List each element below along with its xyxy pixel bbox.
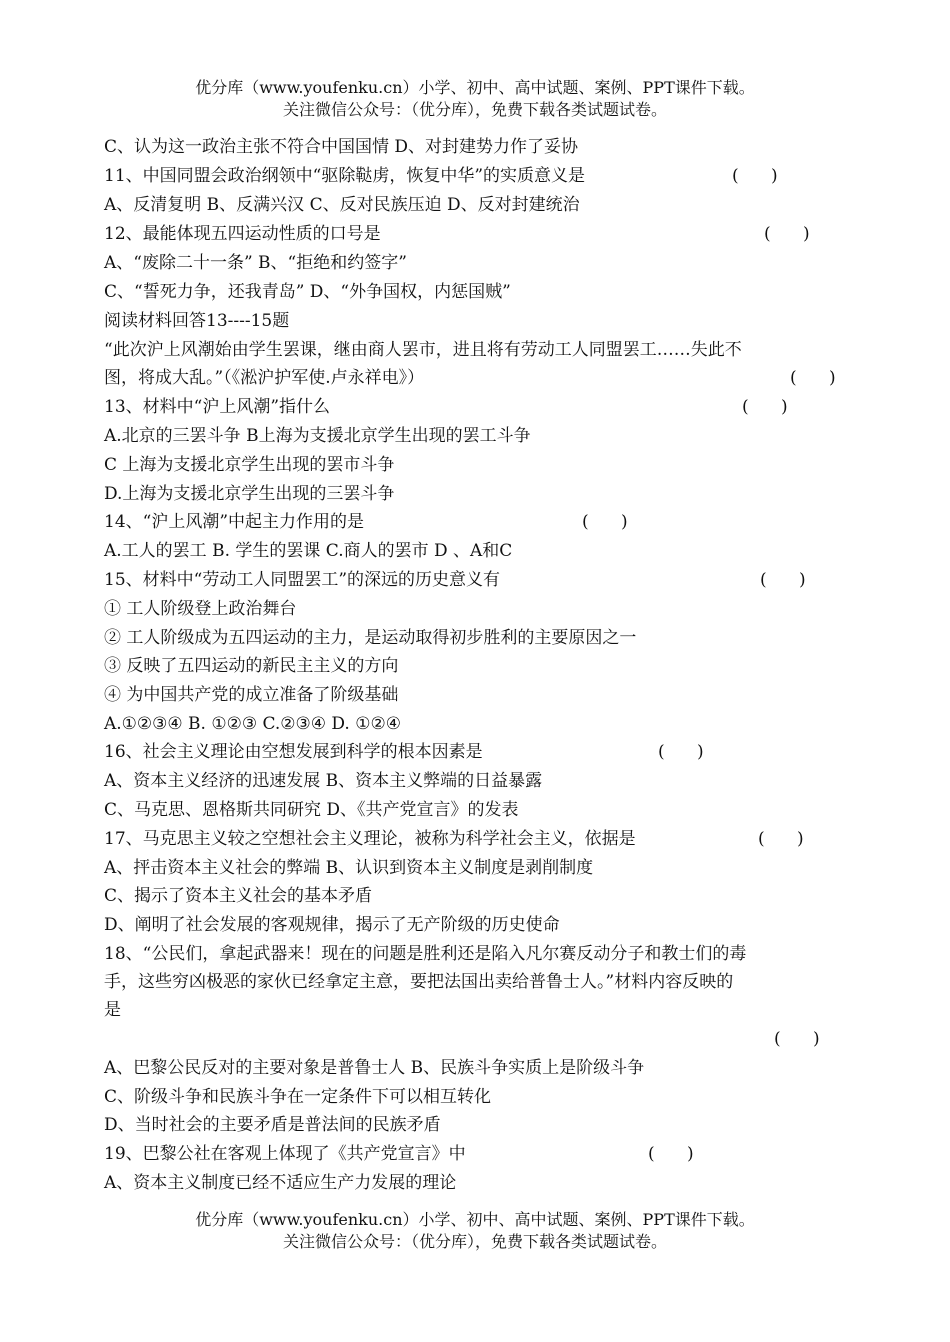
answer-blank: ( ) xyxy=(774,1029,820,1049)
answer-blank: ( ) xyxy=(732,166,778,186)
reading-instruction: 阅读材料回答13----15题 xyxy=(104,311,290,331)
answer-blank: ( ) xyxy=(790,368,836,388)
footer-line-1: 优分库（www.youfenku.cn）小学、初中、高中试题、案例、PPT课件下载。 xyxy=(195,1210,755,1229)
answer-blank: ( ) xyxy=(658,742,704,762)
q19-question: 19、巴黎公社在客观上体现了《共产党宣言》中 xyxy=(104,1144,466,1164)
q13-options-ab: A.北京的三罢斗争 B上海为支援北京学生出现的罢工斗争 xyxy=(104,426,531,446)
q17-option-c: C、揭示了资本主义社会的基本矛盾 xyxy=(104,886,373,906)
answer-blank: ( ) xyxy=(764,224,810,244)
q18-option-c: C、阶级斗争和民族斗争在一定条件下可以相互转化 xyxy=(104,1087,492,1107)
q13-option-d: D.上海为支援北京学生出现的三罢斗争 xyxy=(104,484,395,504)
q14-options: A.工人的罢工 B. 学生的罢课 C.商人的罢市 D 、A和C xyxy=(104,541,513,561)
reading-material-2: 图，将成大乱。”（《淞沪护军使.卢永祥电》） xyxy=(104,368,425,388)
q18-option-d: D、当时社会的主要矛盾是普法间的民族矛盾 xyxy=(104,1115,441,1135)
q19-option-a: A、资本主义制度已经不适应生产力发展的理论 xyxy=(104,1173,457,1193)
q10-option-line: C、认为这一政治主张不符合中国国情 D、对封建势力作了妥协 xyxy=(104,137,579,157)
q14-question: 14、“沪上风潮”中起主力作用的是 xyxy=(104,512,365,532)
q18-question-2: 手，这些穷凶极恶的家伙已经拿定主意，要把法国出卖给普鲁士人。”材料内容反映的 xyxy=(104,972,734,992)
q13-question: 13、材料中“沪上风潮”指什么 xyxy=(104,397,331,417)
q13-option-c: C 上海为支援北京学生出现的罢市斗争 xyxy=(104,455,395,475)
q12-question: 12、最能体现五四运动性质的口号是 xyxy=(104,224,381,244)
answer-blank: ( ) xyxy=(760,570,806,590)
q18-options-ab: A、巴黎公民反对的主要对象是普鲁士人 B、民族斗争实质上是阶级斗争 xyxy=(104,1058,645,1078)
q17-option-d: D、阐明了社会发展的客观规律，揭示了无产阶级的历史使命 xyxy=(104,915,560,935)
reading-material-1: “此次沪上风潮始由学生罢课，继由商人罢市，进且将有劳动工人同盟罢工……失此不 xyxy=(104,340,742,360)
answer-blank: ( ) xyxy=(742,397,788,417)
answer-blank: ( ) xyxy=(648,1144,694,1164)
q15-options: A.①②③④ B. ①②③ C.②③④ D. ①②④ xyxy=(104,714,401,734)
q16-question: 16、社会主义理论由空想发展到科学的根本因素是 xyxy=(104,742,483,762)
q16-options-cd: C、马克思、恩格斯共同研究 D、《共产党宣言》的发表 xyxy=(104,800,519,820)
q12-options-cd: C、“誓死力争，还我青岛” D、“外争国权，内惩国贼” xyxy=(104,282,511,302)
q17-options-ab: A、抨击资本主义社会的弊端 B、认识到资本主义制度是剥削制度 xyxy=(104,858,594,878)
q15-item-3: ③ 反映了五四运动的新民主主义的方向 xyxy=(104,656,399,676)
header-line-2: 关注微信公众号：（优分库），免费下载各类试题试卷。 xyxy=(282,100,667,119)
q15-question: 15、材料中“劳动工人同盟罢工”的深远的历史意义有 xyxy=(104,570,501,590)
q11-question: 11、中国同盟会政治纲领中“驱除鞑虏，恢复中华”的实质意义是 xyxy=(104,166,586,186)
q18-question-1: 18、“公民们，拿起武器来！现在的问题是胜利还是陷入凡尔赛反动分子和教士们的毒 xyxy=(104,944,747,964)
q16-options-ab: A、资本主义经济的迅速发展 B、资本主义弊端的日益暴露 xyxy=(104,771,543,791)
q18-question-3: 是 xyxy=(104,1000,121,1020)
q15-item-1: ① 工人阶级登上政治舞台 xyxy=(104,599,297,619)
answer-blank: ( ) xyxy=(582,512,628,532)
q17-question: 17、马克思主义较之空想社会主义理论，被称为科学社会主义，依据是 xyxy=(104,829,636,849)
footer-line-2: 关注微信公众号：（优分库），免费下载各类试题试卷。 xyxy=(282,1232,667,1251)
answer-blank: ( ) xyxy=(758,829,804,849)
header-line-1: 优分库（www.youfenku.cn）小学、初中、高中试题、案例、PPT课件下载。 xyxy=(195,78,755,97)
q11-options: A、反清复明 B、反满兴汉 C、反对民族压迫 D、反对封建统治 xyxy=(104,195,580,215)
q15-item-4: ④ 为中国共产党的成立准备了阶级基础 xyxy=(104,685,399,705)
q15-item-2: ② 工人阶级成为五四运动的主力，是运动取得初步胜利的主要原因之一 xyxy=(104,628,637,648)
q12-options-ab: A、“废除二十一条” B、“拒绝和约签字” xyxy=(104,253,407,273)
